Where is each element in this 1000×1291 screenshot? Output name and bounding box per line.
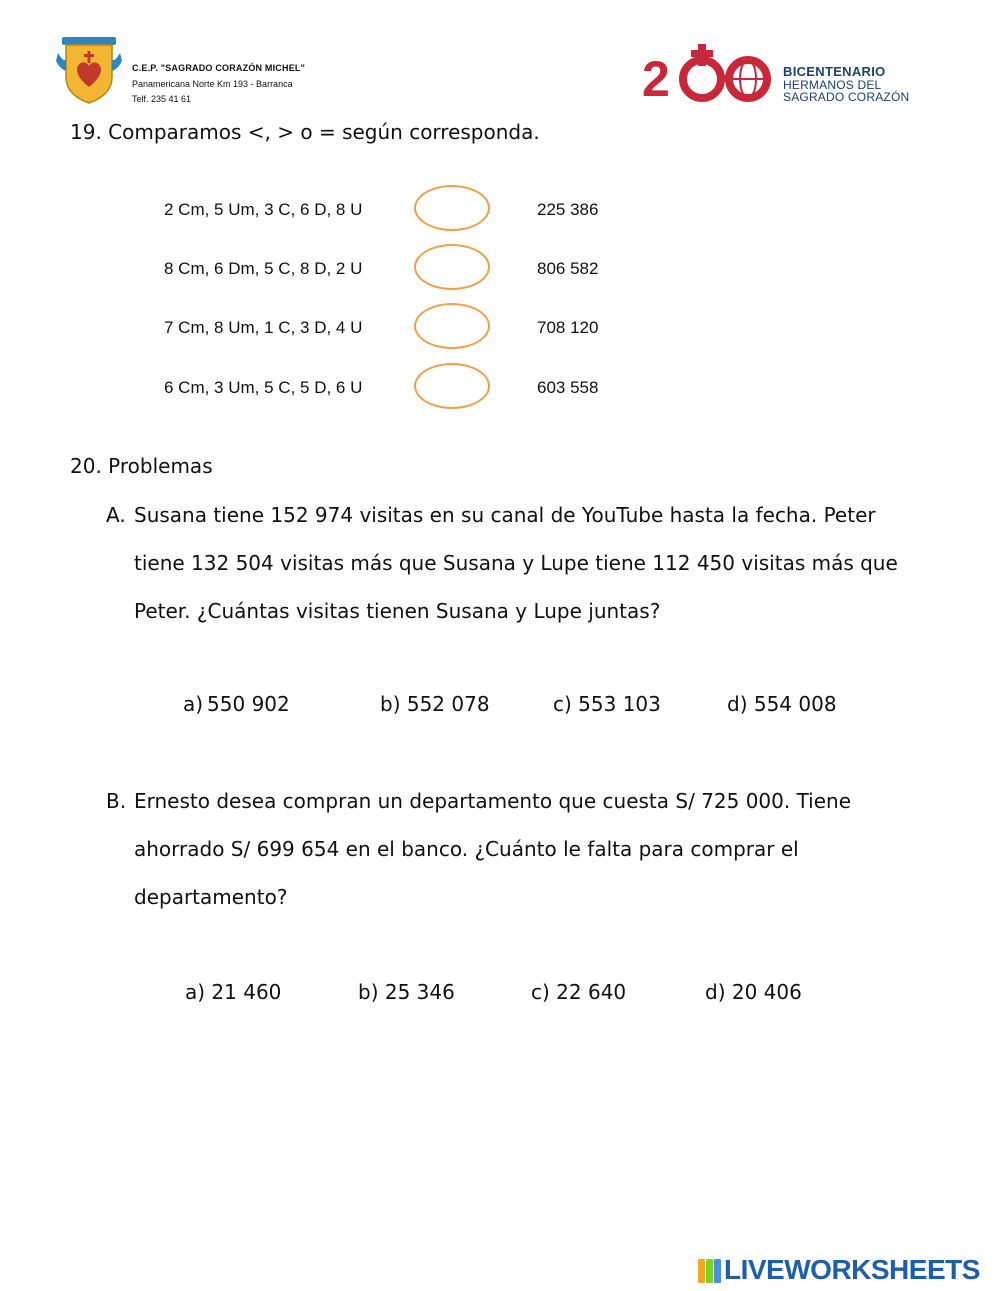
problem-b-option-b[interactable]: b) 25 346 xyxy=(358,980,455,1004)
bicentenario-logo xyxy=(640,42,780,104)
comparison-answer-oval-4[interactable] xyxy=(414,363,490,409)
problem-b-line-3: departamento? xyxy=(134,885,288,909)
school-phone: Telf. 235 41 61 xyxy=(132,94,192,104)
problem-a-option-a[interactable]: a) 550 902 xyxy=(183,692,290,716)
bicentenario-subtitle-line1: HERMANOS DEL xyxy=(783,78,882,92)
comparison-answer-oval-2[interactable] xyxy=(414,244,490,290)
comparison-left-2: 8 Cm, 6 Dm, 5 C, 8 D, 2 U xyxy=(164,259,363,278)
school-name: C.E.P. "SAGRADO CORAZÓN MICHEL" xyxy=(132,63,306,73)
comparison-answer-oval-1[interactable] xyxy=(414,185,490,231)
problem-a-option-d[interactable]: d) 554 008 xyxy=(727,692,837,716)
comparison-left-1: 2 Cm, 5 Um, 3 C, 6 D, 8 U xyxy=(164,200,363,219)
problem-a-letter: A. xyxy=(106,503,126,527)
bicentenario-title: BICENTENARIO xyxy=(783,64,886,79)
problem-b-option-c[interactable]: c) 22 640 xyxy=(531,980,627,1004)
question-20-title: 20. Problemas xyxy=(70,454,213,478)
problem-b-option-a[interactable]: a) 21 460 xyxy=(185,980,282,1004)
school-address: Panamericana Norte Km 193 - Barranca xyxy=(132,79,293,89)
problem-b-option-d[interactable]: d) 20 406 xyxy=(705,980,802,1004)
comparison-right-3: 708 120 xyxy=(537,318,599,337)
bicentenario-subtitle-line2: SAGRADO CORAZÓN xyxy=(783,90,910,104)
problem-a-line-1: Susana tiene 152 974 visitas en su canal de YouTube hasta la fecha. Peter xyxy=(134,503,876,527)
liveworksheets-logo-icon xyxy=(698,1259,722,1283)
comparison-right-1: 225 386 xyxy=(537,200,599,219)
question-19-title: 19. Comparamos <, > o = según corresponda. xyxy=(70,120,540,144)
liveworksheets-brand: LIVEWORKSHEETS xyxy=(724,1254,980,1285)
svg-text:2: 2 xyxy=(642,51,670,104)
problem-b-line-2: ahorrado S/ 699 654 en el banco. ¿Cuánto le falta para comprar el xyxy=(134,837,799,861)
comparison-answer-oval-3[interactable] xyxy=(414,303,490,349)
comparison-left-4: 6 Cm, 3 Um, 5 C, 5 D, 6 U xyxy=(164,378,363,397)
faded-watermark xyxy=(134,34,314,56)
school-crest-logo xyxy=(52,33,126,105)
problem-a-line-2: tiene 132 504 visitas más que Susana y Lupe tiene 112 450 visitas más que xyxy=(134,551,898,575)
problem-a-option-c[interactable]: c) 553 103 xyxy=(553,692,661,716)
comparison-left-3: 7 Cm, 8 Um, 1 C, 3 D, 4 U xyxy=(164,318,363,337)
problem-a-option-b[interactable]: b) 552 078 xyxy=(380,692,490,716)
problem-b-letter: B. xyxy=(106,789,127,813)
problem-a-line-3: Peter. ¿Cuántas visitas tienen Susana y Lupe juntas? xyxy=(134,599,661,623)
comparison-right-4: 603 558 xyxy=(537,378,599,397)
problem-b-line-1: Ernesto desea compran un departamento que cuesta S/ 725 000. Tiene xyxy=(134,789,852,813)
comparison-right-2: 806 582 xyxy=(537,259,599,278)
